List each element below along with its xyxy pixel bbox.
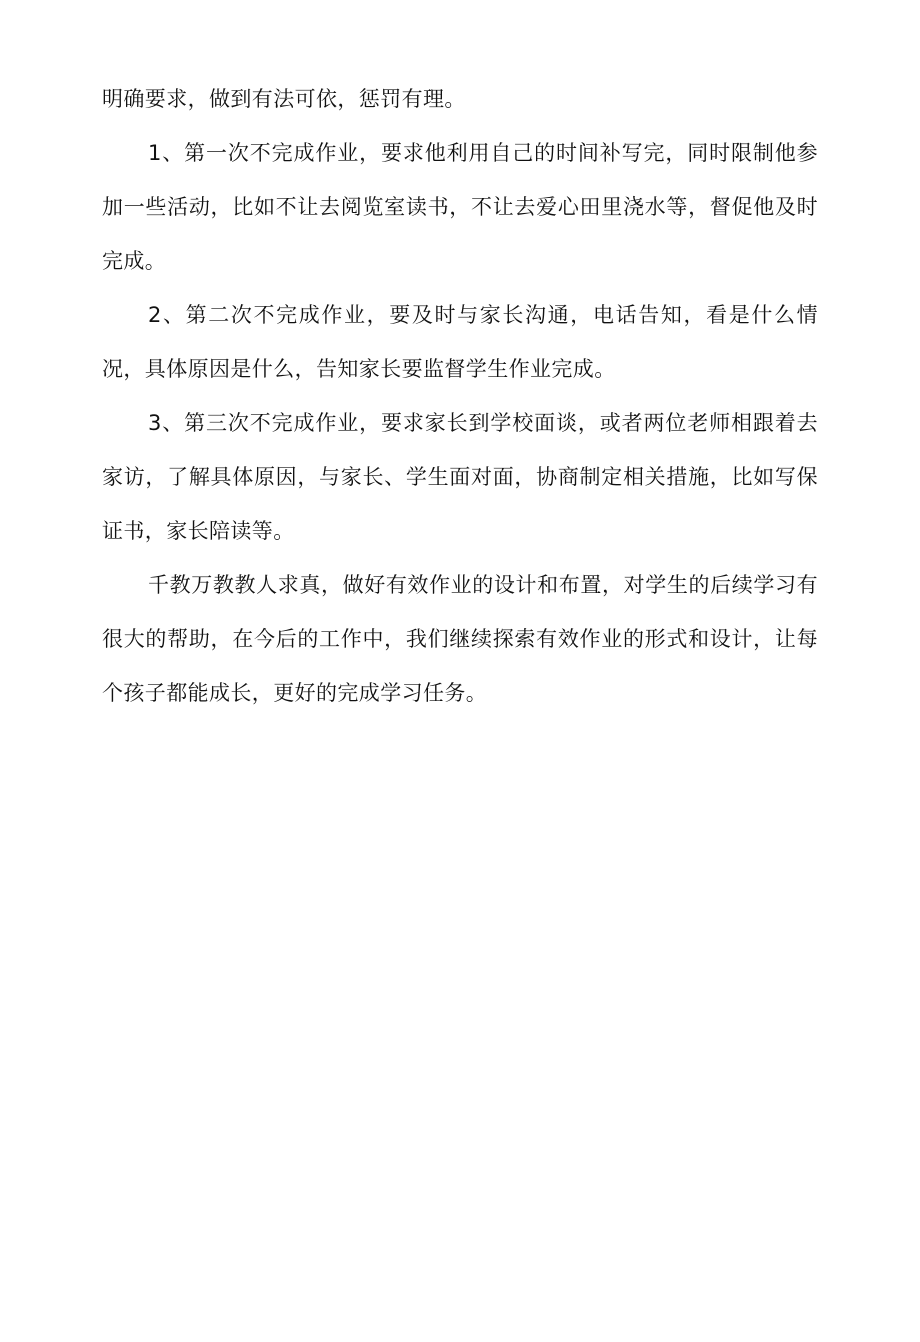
paragraph-intro: 明确要求，做到有法可依，惩罚有理。 [102, 87, 466, 111]
document-body [102, 72, 818, 720]
paragraph-second-offense: 2、第二次不完成作业，要及时与家长沟通，电话告知，看是什么情况，具体原因是什么，告知家长要监督学生作业完成。 [102, 303, 818, 381]
paragraph-conclusion: 千教万教教人求真，做好有效作业的设计和布置，对学生的后续学习有很大的帮助，在今后的工作中，我们继续探索有效作业的形式和设计，让每个孩子都能成长，更好的完成学习任务。 [102, 573, 818, 705]
paragraph-third-offense: 3、第三次不完成作业，要求家长到学校面谈，或者两位老师相跟着去家访，了解具体原因，与家长、学生面对面，协商制定相关措施，比如写保证书，家长陪读等。 [102, 411, 818, 543]
paragraph-first-offense: 1、第一次不完成作业，要求他利用自己的时间补写完，同时限制他参加一些活动，比如不让去阅览室读书，不让去爱心田里浇水等，督促他及时完成。 [102, 141, 818, 273]
